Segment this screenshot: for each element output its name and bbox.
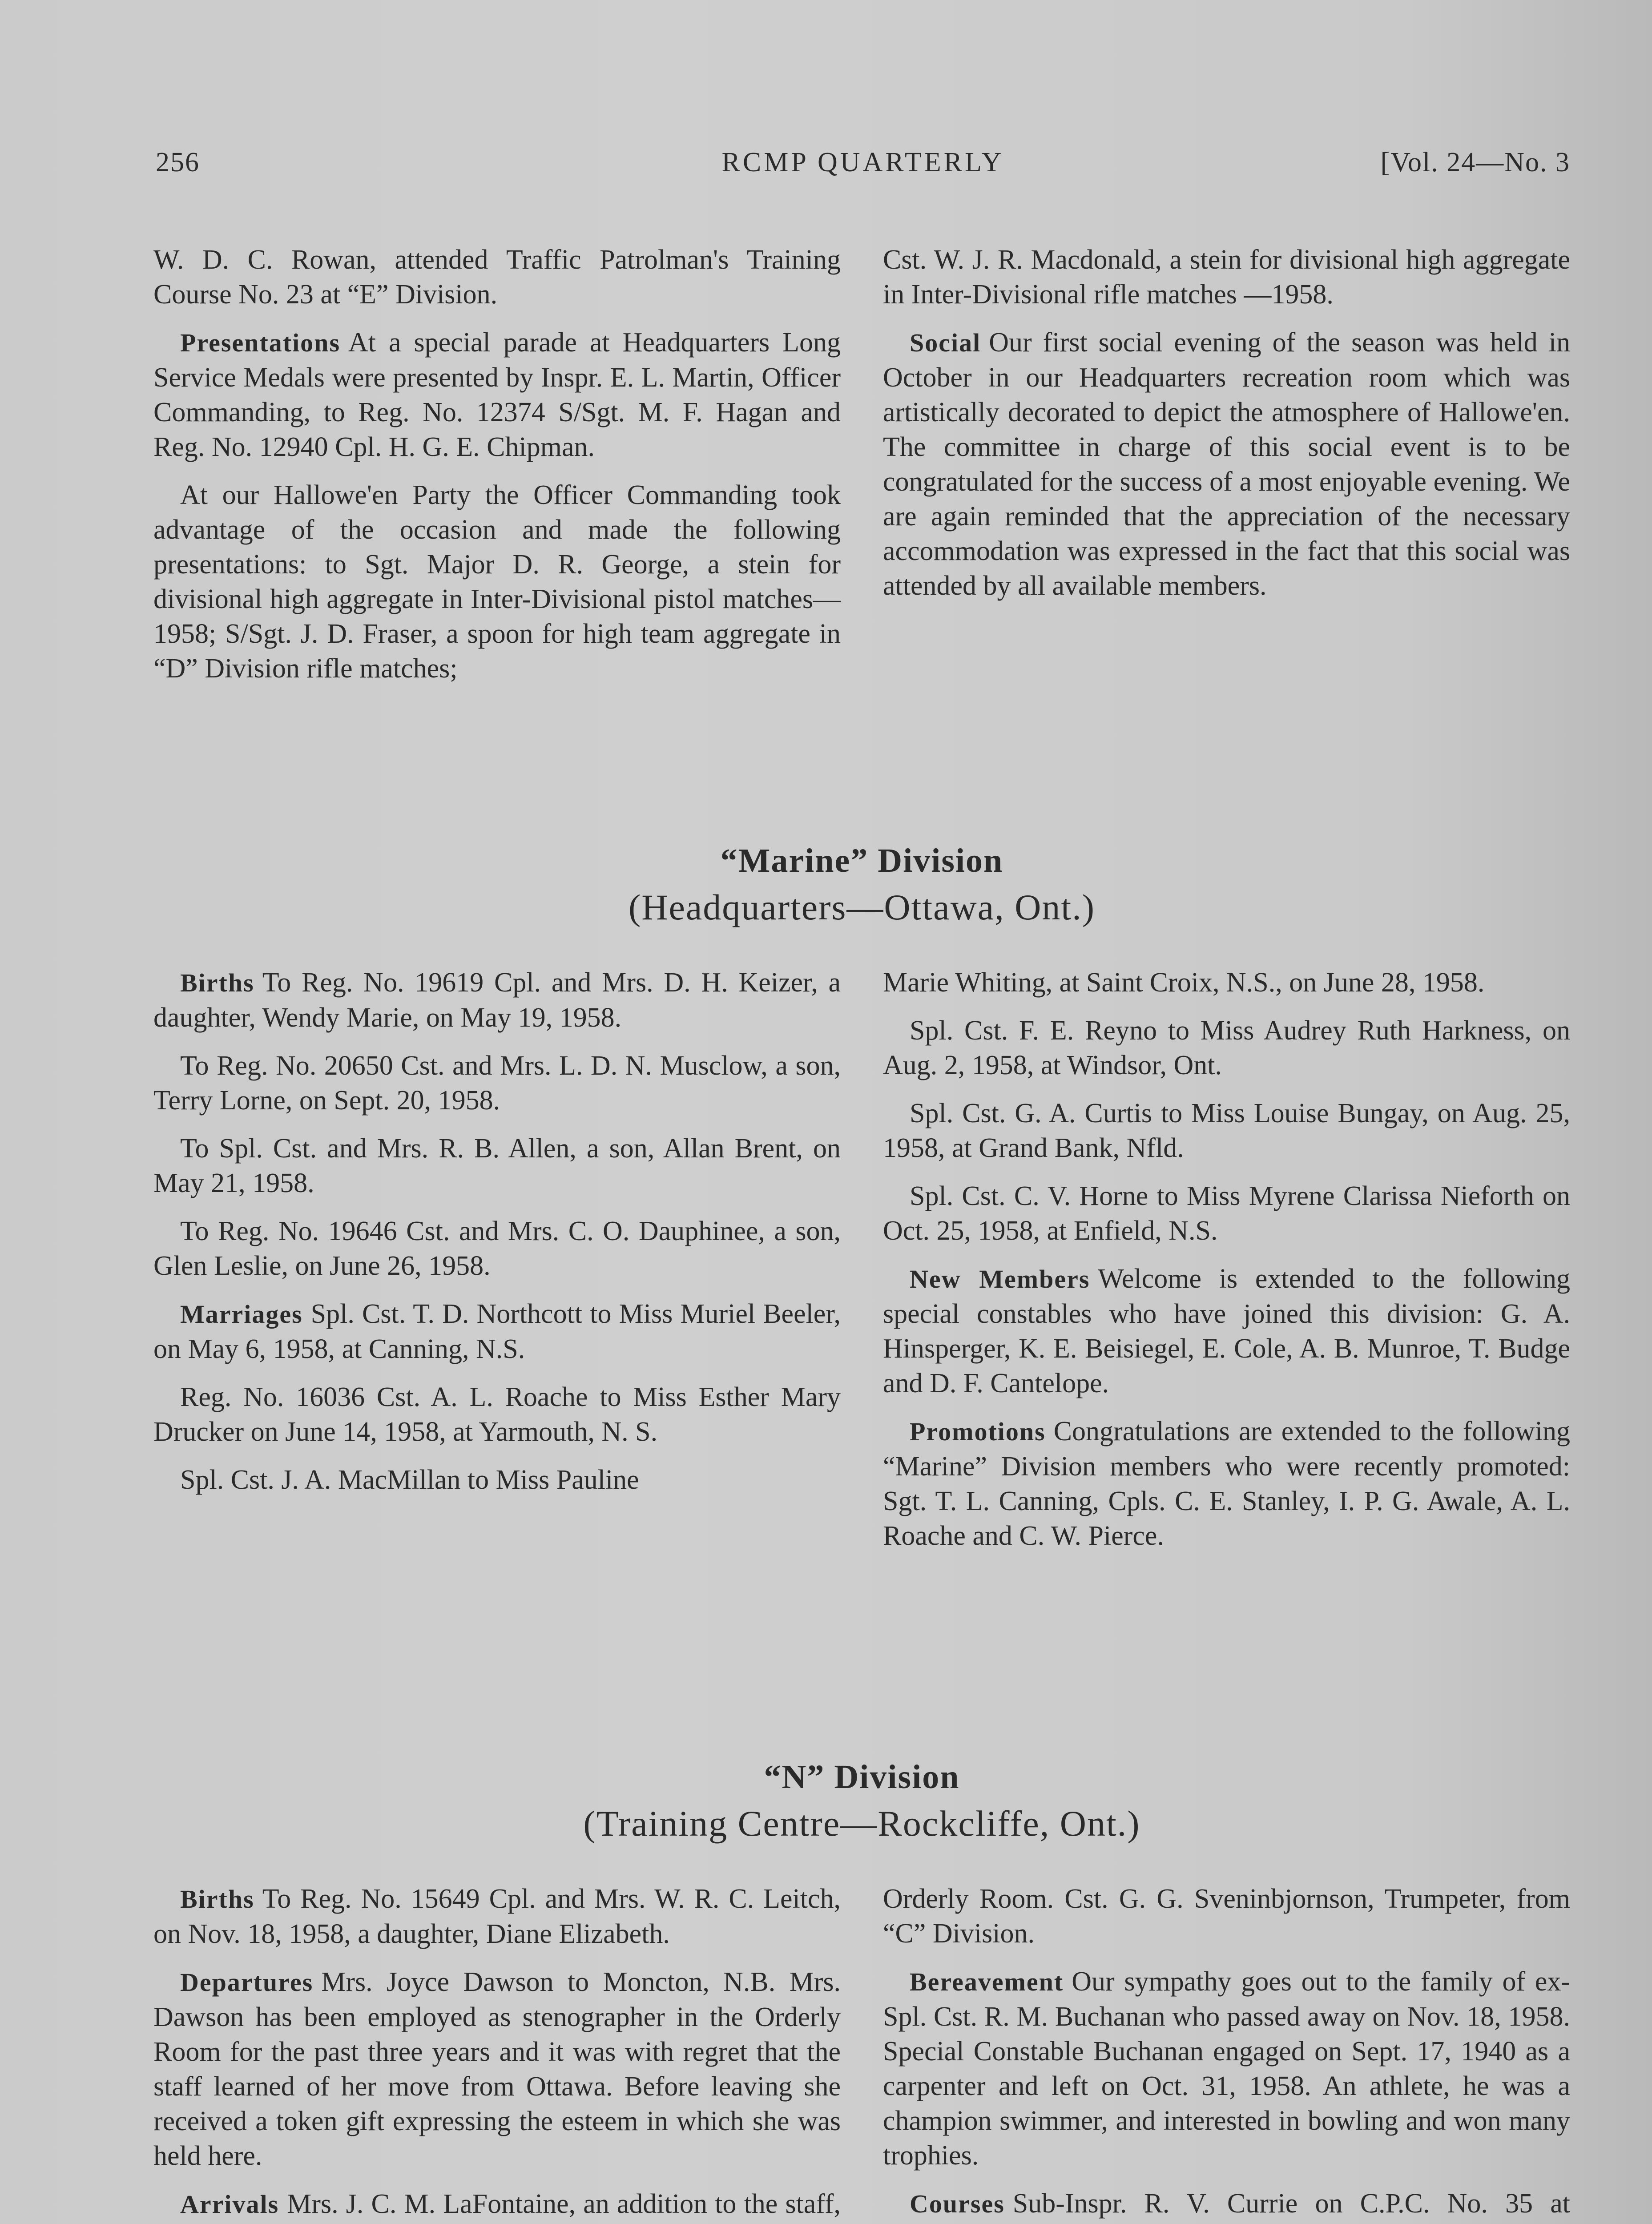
paragraph xyxy=(153,1048,841,1118)
paragraph-text: Marie Whiting, at Saint Croix, N.S., on June 28, 1958. xyxy=(883,967,1485,998)
paragraph-text: Spl. Cst. T. D. Northcott to Miss Muriel Beeler, on May 6, 1958, at Canning, N.S. xyxy=(153,1299,841,1364)
paragraph xyxy=(153,1297,841,1366)
paragraph-text: Spl. Cst. C. V. Horne to Miss Myrene Clarissa Nieforth on Oct. 25, 1958, at Enfield, N.S. xyxy=(883,1181,1570,1246)
volume-issue: [Vol. 24—No. 3 xyxy=(1380,147,1570,177)
paragraph xyxy=(153,325,841,464)
paragraph-text: Cst. W. J. R. Macdonald, a stein for divisional high aggregate in Inter-Divisional rifle matches —1958. xyxy=(883,245,1570,310)
section-title: “Marine” Division xyxy=(720,842,1003,879)
paragraph xyxy=(883,1013,1570,1083)
journal-title: RCMP QUARTERLY xyxy=(721,147,1004,177)
paragraph xyxy=(153,242,841,312)
paragraph xyxy=(883,1096,1570,1165)
paragraph-text: Spl. Cst. F. E. Reyno to Miss Audrey Ruth Harkness, on Aug. 2, 1958, at Windsor, Ont. xyxy=(883,1015,1570,1080)
paragraph-keyword: Courses xyxy=(910,2189,1005,2218)
paragraph-text: W. D. C. Rowan, attended Traffic Patrolman's Training Course No. 23 at “E” Division. xyxy=(153,245,841,310)
paragraph-keyword: Departures xyxy=(180,1968,314,1997)
n-right-column xyxy=(883,1882,1570,2224)
top-right-column xyxy=(883,242,1570,616)
paragraph-text: To Reg. No. 20650 Cst. and Mrs. L. D. N. Musclow, a son, Terry Lorne, on Sept. 20, 1958. xyxy=(153,1051,841,1116)
marine-division-heading xyxy=(153,838,1570,932)
paragraph-text: At our Hallowe'en Party the Officer Commanding took advantage of the occasion and made the following presentations: to Sgt. Major D. R. George, a stein for divisional high aggregate in Inter-Divisional pistol matches—1958; S/Sgt. J. D. Fraser, a spoon for high team aggregate in “D” Division rifle matches; xyxy=(153,480,841,684)
paragraph-text: To Reg. No. 19646 Cst. and Mrs. C. O. Dauphinee, a son, Glen Leslie, on June 26, 1958. xyxy=(153,1216,841,1281)
section-subtitle: (Training Centre—Rockcliffe, Ont.) xyxy=(583,1803,1140,1844)
running-header xyxy=(156,147,1570,187)
paragraph xyxy=(153,1380,841,1449)
paragraph xyxy=(153,1965,841,2173)
paragraph-text: Orderly Room. Cst. G. G. Sveninbjornson, Trumpeter, from “C” Division. xyxy=(883,1884,1570,1949)
page-number: 256 xyxy=(156,147,200,177)
paragraph-text: Congratulations are extended to the following “Marine” Division members who were recently promoted: Sgt. T. L. Canning, Cpls. C. E. Stanley, I. P. G. Awale, A. L. Roache and C. W. Pierce. xyxy=(883,1416,1570,1551)
paragraph xyxy=(883,1179,1570,1248)
paragraph xyxy=(883,2186,1570,2224)
paragraph xyxy=(153,965,841,1035)
paragraph-keyword: Promotions xyxy=(910,1417,1046,1446)
paragraph-text: Mrs. Joyce Dawson to Moncton, N.B. Mrs. Dawson has been employed as stenographer in the Orderly Room for the past three years and it was with regret that the staff learned of her move from Ottawa. Before leaving she received a token gift expressing the esteem in which she was held here. xyxy=(153,1967,841,2171)
paragraph xyxy=(883,242,1570,312)
paragraph-text: To Spl. Cst. and Mrs. R. B. Allen, a son, Allan Brent, on May 21, 1958. xyxy=(153,1133,841,1198)
paragraph-keyword: Marriages xyxy=(180,1300,303,1329)
paragraph-text: Spl. Cst. G. A. Curtis to Miss Louise Bungay, on Aug. 25, 1958, at Grand Bank, Nfld. xyxy=(883,1098,1570,1163)
paragraph-keyword: Births xyxy=(180,968,254,997)
paragraph-text: To Reg. No. 19619 Cpl. and Mrs. D. H. Keizer, a daughter, Wendy Marie, on May 19, 1958. xyxy=(153,967,841,1033)
paragraph-keyword: Births xyxy=(180,1885,254,1914)
top-left-column xyxy=(153,242,841,699)
paragraph-keyword: Bereavement xyxy=(910,1967,1064,1996)
paragraph xyxy=(883,1882,1570,1951)
paragraph-text: Our first social evening of the season was held in October in our Headquarters recreation room which was artistically decorated to depict the atmosphere of Hallowe'en. The committee in charge of this social event is to be congratulated for the success of a most enjoyable evening. We are again reminded that the appreciation of the necessary accommodation was expressed in the fact that this social was attended by all available members. xyxy=(883,327,1570,601)
paragraph xyxy=(883,1414,1570,1553)
paragraph xyxy=(153,1882,841,1951)
paragraph-text: Reg. No. 16036 Cst. A. L. Roache to Miss Esther Mary Drucker on June 14, 1958, at Yarmouth, N. S. xyxy=(153,1382,841,1447)
paragraph xyxy=(153,1131,841,1201)
paragraph-text: At a special parade at Headquarters Long Service Medals were presented by Inspr. E. L. Martin, Officer Commanding, to Reg. No. 12374 S/Sgt. M. F. Hagan and Reg. No. 12940 Cpl. H. G. E. Chipman. xyxy=(153,327,841,462)
paragraph-text: Mrs. J. C. M. LaFontaine, an addition to the staff, xyxy=(287,2189,841,2219)
paragraph-keyword: New Members xyxy=(910,1265,1090,1293)
paragraph-text: Welcome is extended to the following special constables who have joined this division: G. A. Hinsperger, K. E. Beisiegel, E. Cole, A. B. Munroe, T. Budge and D. F. Cantelope. xyxy=(883,1264,1570,1398)
marine-left-column xyxy=(153,965,841,1511)
paragraph xyxy=(153,2187,841,2224)
paragraph xyxy=(883,1261,1570,1401)
paragraph-keyword: Presentations xyxy=(180,328,341,357)
paragraph xyxy=(153,1463,841,1497)
paragraph xyxy=(153,478,841,686)
n-division-heading xyxy=(153,1755,1570,1848)
section-subtitle: (Headquarters—Ottawa, Ont.) xyxy=(628,887,1095,927)
section-title: “N” Division xyxy=(764,1758,960,1796)
paragraph xyxy=(883,1964,1570,2173)
marine-right-column xyxy=(883,965,1570,1567)
paragraph-keyword: Arrivals xyxy=(180,2190,279,2219)
paragraph-keyword: Social xyxy=(910,328,981,357)
paragraph-text: To Reg. No. 15649 Cpl. and Mrs. W. R. C. Leitch, on Nov. 18, 1958, a daughter, Diane Elizabeth. xyxy=(153,1884,841,1949)
paragraph-text: Our sympathy goes out to the family of ex-Spl. Cst. R. M. Buchanan who passed away on Nov. 18, 1958. Special Constable Buchanan engaged on Sept. 17, 1940 as a carpenter and left on Oct. 31, 1958. An athlete, he was a champion swimmer, and interested in bowling and won many trophies. xyxy=(883,1966,1570,2171)
paragraph xyxy=(883,965,1570,1000)
paragraph-text: Spl. Cst. J. A. MacMillan to Miss Pauline xyxy=(180,1465,639,1495)
n-left-column xyxy=(153,1882,841,2224)
paragraph-text: Sub-Inspr. R. V. Currie on C.P.C. No. 35 at xyxy=(1012,2188,1570,2219)
paragraph xyxy=(883,325,1570,603)
paragraph xyxy=(153,1214,841,1283)
